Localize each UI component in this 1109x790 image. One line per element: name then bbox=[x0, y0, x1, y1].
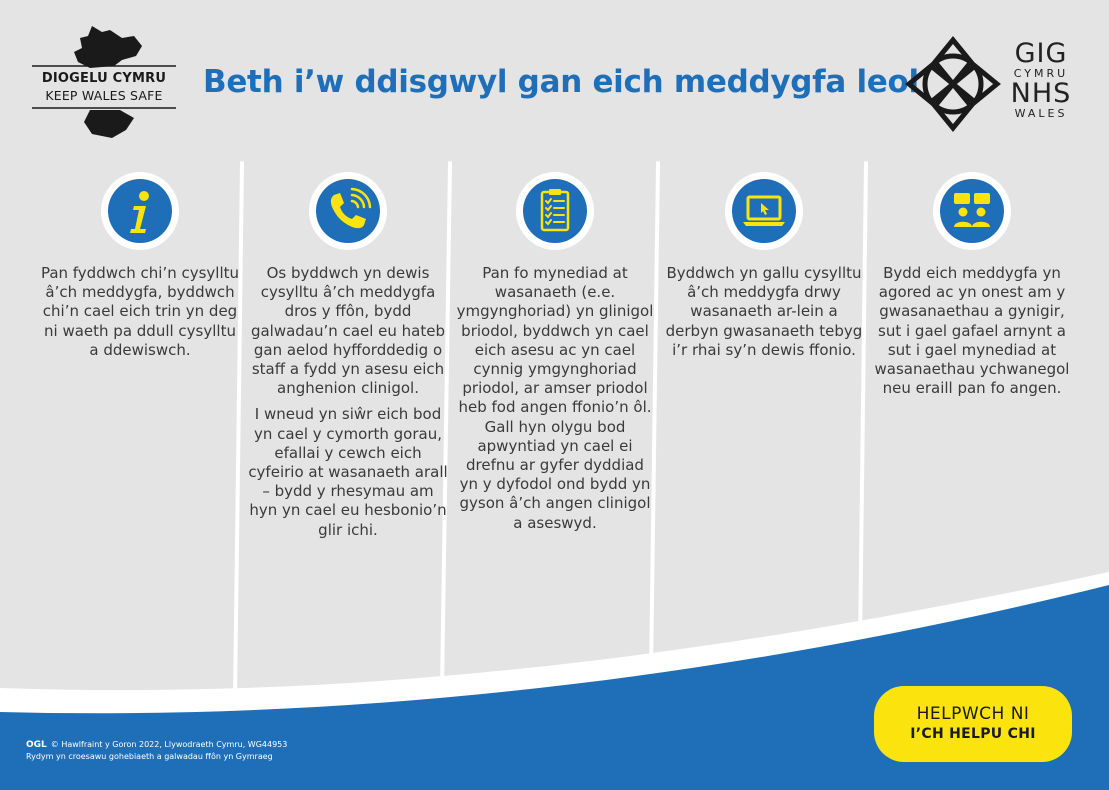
column-openness bbox=[872, 172, 1072, 398]
column-text: Pan fyddwch chi’n cysylltu â’ch meddygfa, byddwch chi’n cael eich trin yn deg ni waeth pa ddull cysylltu a ddewiswch. bbox=[40, 264, 240, 359]
help-us-help-you-badge bbox=[874, 686, 1072, 762]
column-online-service bbox=[664, 172, 864, 360]
laptop-icon bbox=[732, 179, 796, 243]
people-chat-icon bbox=[940, 179, 1004, 243]
keep-wales-safe-logo bbox=[30, 22, 178, 142]
column-fair-treatment bbox=[40, 172, 240, 360]
copyright-text: © Hawlfraint y Goron 2022, Llywodraeth Cymru, WG44953 bbox=[50, 740, 288, 749]
copyright-notice bbox=[26, 739, 287, 763]
column-text: I wneud yn siŵr eich bod yn cael y cymorth gorau, efallai y cewch eich cyfeirio at wasanaeth arall – bydd y rhesymau am hyn yn cael eu hesbonio’n glir ichi. bbox=[248, 405, 448, 539]
clipboard-icon bbox=[523, 179, 587, 243]
phone-icon bbox=[316, 179, 380, 243]
help-badge-line1: HELPWCH NI bbox=[916, 704, 1030, 724]
help-badge-line2: I’CH HELPU CHI bbox=[910, 726, 1036, 742]
column-text: Bydd eich meddygfa yn agored ac yn onest am y gwasanaethau a gynigir, sut i gael gafael arnynt a sut i gael mynediad at wasanaethau ychwanegol neu eraill pan fo angen. bbox=[874, 264, 1070, 398]
nhs-nhs-text: NHS bbox=[1010, 78, 1072, 109]
nhs-wales-logo bbox=[905, 36, 1085, 132]
page-title: Beth i’w ddisgwyl gan eich meddygfa leol bbox=[203, 64, 919, 100]
column-phone-contact bbox=[248, 172, 448, 540]
celtic-knot-icon bbox=[905, 36, 1001, 132]
ogl-mark: OGL bbox=[26, 740, 47, 750]
info-icon bbox=[108, 179, 172, 243]
welsh-language-note: Rydym yn croesawu gohebiaeth a galwadau ffôn yn Gymraeg bbox=[26, 752, 273, 761]
logo-line-welsh: DIOGELU CYMRU bbox=[41, 71, 167, 86]
column-text: Byddwch yn gallu cysylltu â’ch meddygfa drwy wasanaeth ar-lein a derbyn gwasanaeth tebyg i’r rhai sy’n dewis ffonio. bbox=[665, 264, 863, 359]
logo-line-english: KEEP WALES SAFE bbox=[45, 88, 163, 103]
column-assessment bbox=[455, 172, 655, 533]
nhs-cymru-text: CYMRU bbox=[1013, 67, 1069, 80]
column-text: Os byddwch yn dewis cysylltu â’ch meddygfa dros y ffôn, bydd galwadau’n cael eu hateb gan aelod hyfforddedig o staff a fydd yn asesu eich anghenion clinigol. bbox=[250, 264, 446, 398]
nhs-gig-text: GIG bbox=[1014, 38, 1068, 69]
nhs-wales-text: WALES bbox=[1014, 107, 1068, 120]
column-text: Pan fo mynediad at wasanaeth (e.e. ymgynghoriad) yn glinigol briodol, byddwch yn cael eich asesu ac yn cael cynnig ymgynghoriad priodol, ar amser priodol heb fod angen ffonio’n ôl. Gall hyn olygu bod apwyntiad yn cael ei drefnu ar gyfer dyddiad yn y dyfodol ond bydd yn gyson â’ch angen clinigol a aseswyd. bbox=[456, 264, 654, 532]
